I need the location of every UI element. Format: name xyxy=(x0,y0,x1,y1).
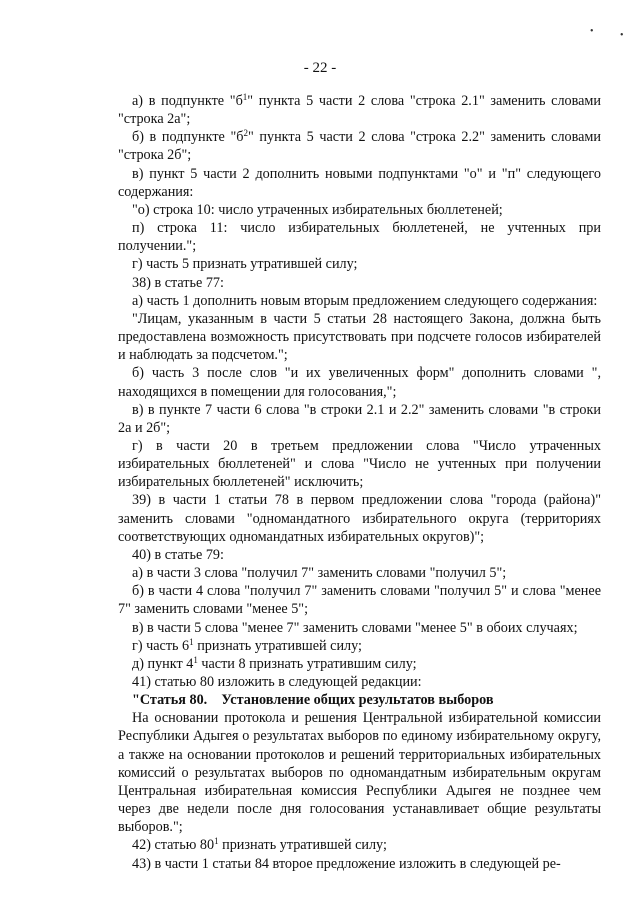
article-heading: "Статья 80. Установление общих результатов выборов xyxy=(132,692,494,709)
paragraph: а) в подпункте "$б^1$" пункта 5 части 2 слова "строка 2.1" заменить словами "строка 2а"; xyxy=(118,92,601,128)
paragraph: "Лицам, указанным в части 5 статьи 28 настоящего Закона, должна быть предоставлена возможность присутствовать при подсчете голосов избирателей и наблюдать за подсчетом."; xyxy=(118,310,601,364)
scan-mark: • xyxy=(590,26,594,37)
paragraph: а) в части 3 слова "получил 7" заменить словами "получил 5"; xyxy=(132,565,507,582)
paragraph: г) в части 20 в третьем предложении слова "Число утраченных избирательных бюллетеней" и слова "Число не учтенных при получении избирательных бюллетеней" исключить; xyxy=(118,437,601,491)
document-body xyxy=(118,92,601,873)
paragraph: в) пункт 5 части 2 дополнить новыми подпунктами "о" и "п" следующего содержания: xyxy=(118,165,601,200)
paragraph: в) в пункте 7 части 6 слова "в строки 2.1 и 2.2" заменить словами "в строки 2а и 2б"; xyxy=(118,401,601,436)
paragraph: 39) в части 1 статьи 78 в первом предложении слова "города (района)" заменить словами "одномандатного избирательного округа (территориях соответствующих одномандатных избирательных округов)"; xyxy=(118,492,601,545)
paragraph: б) в подпункте "$б^2$" пункта 5 части 2 слова "строка 2.2" заменить словами "строка 2б"; xyxy=(118,128,601,164)
page-number: - 22 - xyxy=(303,60,337,76)
paragraph: 38) в статье 77: xyxy=(132,274,224,291)
paragraph: г) часть 5 признать утратившей силу; xyxy=(132,256,358,273)
paragraph: б) в части 4 слова "получил 7" заменить словами "получил 5" и слова "менее 7" заменить словами "менее 5"; xyxy=(118,583,601,618)
paragraph: 40) в статье 79: xyxy=(132,546,224,563)
paragraph: 43) в части 1 статьи 84 второе предложение изложить в следующей ре- xyxy=(132,855,561,872)
paragraph: 41) статью 80 изложить в следующей редакции: xyxy=(132,674,422,690)
paragraph: п) строка 11: число избирательных бюллетеней, не учтенных при получении."; xyxy=(118,220,601,255)
paragraph: д) пункт $4^1$ части 8 признать утратившим силу; xyxy=(132,654,417,672)
paragraph: в) в части 5 слова "менее 7" заменить словами "менее 5" в обоих случаях; xyxy=(132,619,578,636)
paragraph: На основании протокола и решения Центральной избирательной комиссии Республики Адыгея о результатах выборов по единому избирательному округу, а также на основании протоколов и решений территориальных избирательных комиссий о результатах выборов по одномандатным избирательным округам Центральная избирательная комиссия Республики Адыгея не позднее чем через две недели после дня голосования устанавливает общие результаты выборов."; xyxy=(118,710,601,836)
paragraph: б) часть 3 после слов "и их увеличенных форм" дополнить словами ", находящихся в помещении для голосования,"; xyxy=(118,365,601,400)
paragraph: "о) строка 10: число утраченных избирательных бюллетеней; xyxy=(132,201,503,218)
scan-mark: • xyxy=(620,30,624,41)
paragraph: г) часть $6^1$ признать утратившей силу; xyxy=(132,636,362,654)
paragraph: а) часть 1 дополнить новым вторым предложением следующего содержания: xyxy=(132,292,598,309)
paragraph: 42) статью $80^1$ признать утратившей силу; xyxy=(132,836,387,854)
